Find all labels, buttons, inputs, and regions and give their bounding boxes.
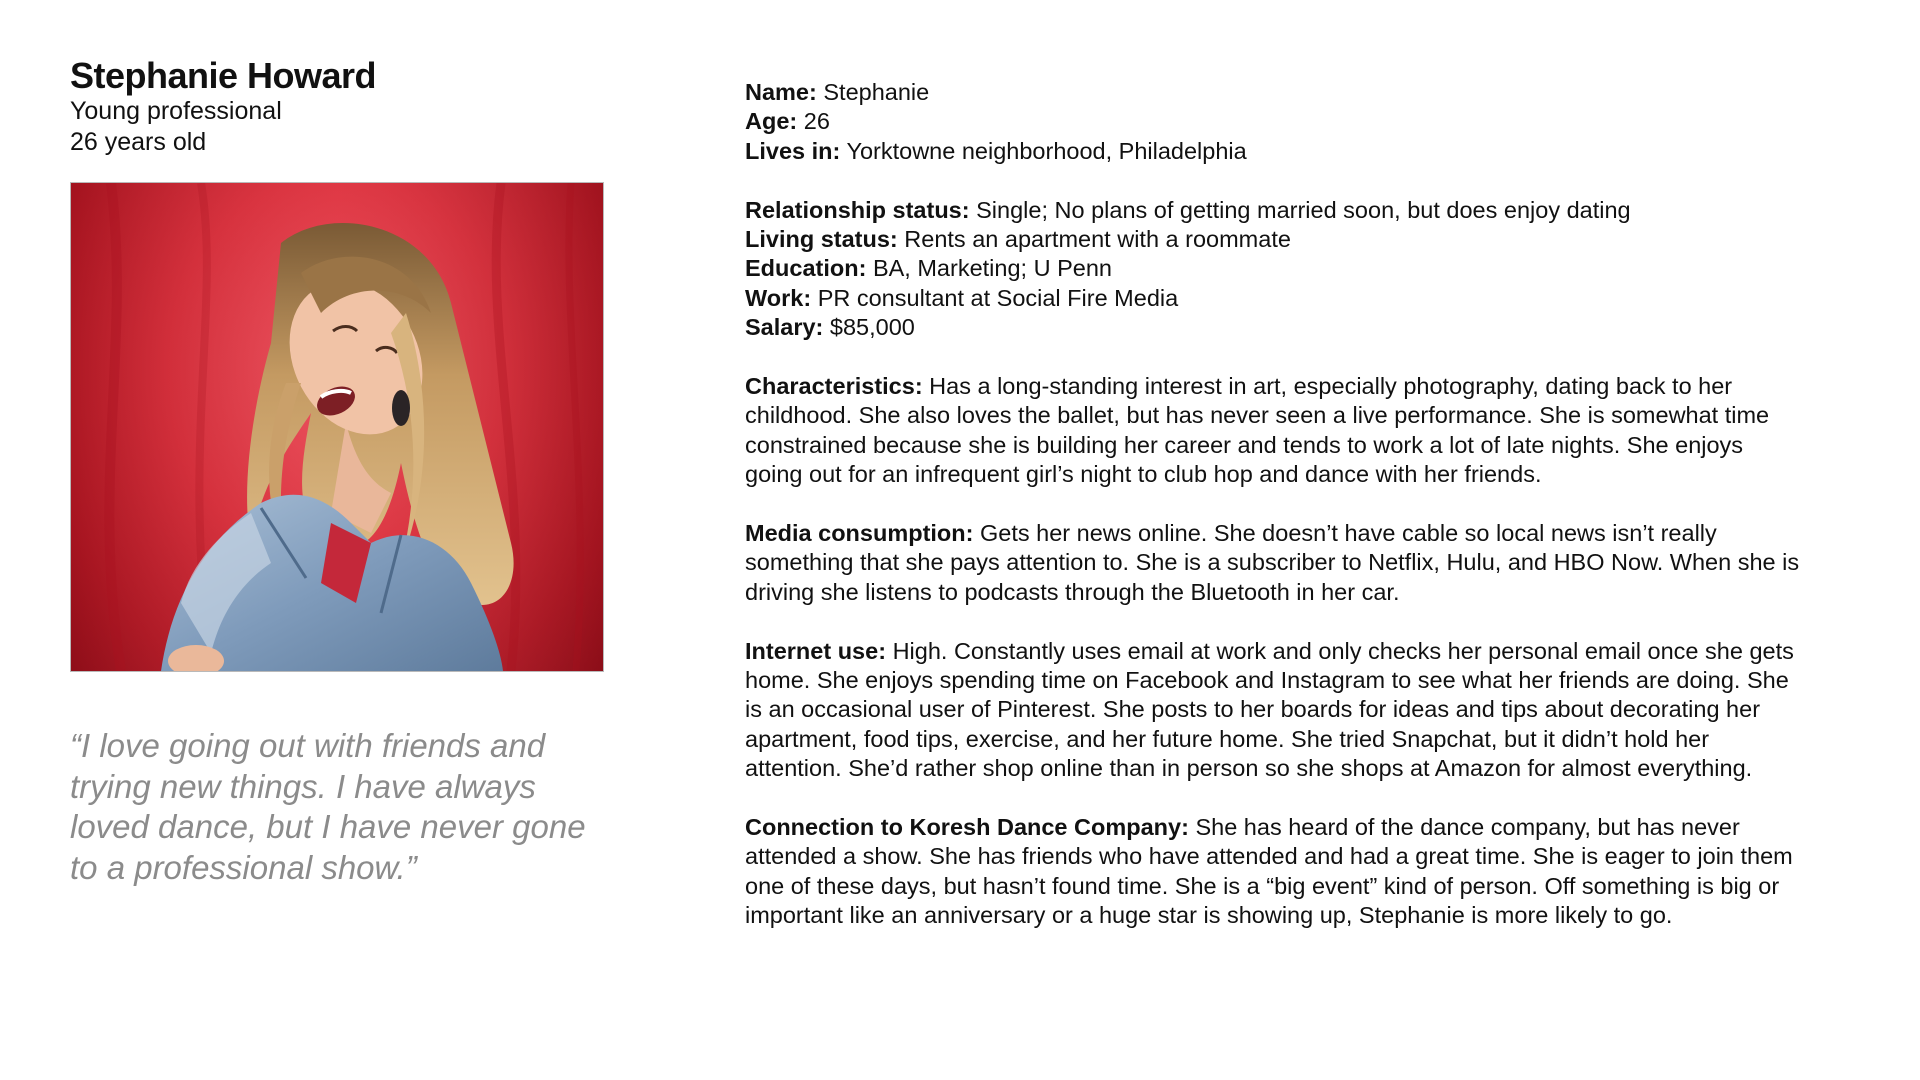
field-name-value: Stephanie <box>823 79 930 105</box>
field-internet-use <box>745 637 1805 784</box>
field-living-status-value: Rents an apartment with a roommate <box>904 226 1291 253</box>
field-work-value: PR consultant at Social Fire Media <box>817 284 1179 311</box>
internet-group <box>745 637 1805 784</box>
field-connection <box>745 813 1805 931</box>
persona-summary <box>70 56 610 888</box>
field-education <box>745 254 1805 283</box>
field-characteristics <box>745 372 1805 490</box>
connection-group <box>745 813 1805 931</box>
field-relationship-status-label: Relationship status: <box>745 196 970 223</box>
status-group <box>745 196 1805 343</box>
persona-photo <box>70 182 604 672</box>
field-internet-use-label: Internet use: <box>745 637 887 664</box>
field-lives-in-label: Lives in: <box>745 137 841 164</box>
field-lives-in <box>745 137 1805 166</box>
field-media-consumption-value: Gets her news online. She doesn’t have cable so local news isn’t really something that she pays attention to. She is a subscriber to Netflix, Hulu, and HBO Now. When she is driving she listens to podcasts through the Bluetooth in her car. <box>745 520 1800 605</box>
field-living-status <box>745 225 1805 254</box>
persona-subtitle: Young professional <box>70 97 282 125</box>
characteristics-group <box>745 372 1805 490</box>
field-salary-label: Salary: <box>745 314 824 341</box>
field-media-consumption <box>745 519 1805 607</box>
basic-info-group <box>745 78 1805 166</box>
field-salary-value: $85,000 <box>829 314 915 341</box>
field-salary <box>745 313 1805 342</box>
field-relationship-status <box>745 196 1805 225</box>
field-age-value: 26 <box>803 108 830 135</box>
persona-details <box>745 78 1805 960</box>
field-name <box>745 78 1805 107</box>
field-work <box>745 284 1805 313</box>
field-education-value: BA, Marketing; U Penn <box>872 255 1112 282</box>
media-group <box>745 519 1805 607</box>
field-age-label: Age: <box>745 108 798 135</box>
persona-photo-illustration <box>71 183 603 671</box>
field-connection-value: She has heard of the dance company, but has never attended a show. She has friends who have attended and had a great time. She is eager to join them one of these days, but hasn’t found time. She is a “big event” kind of person. Off something is big or important like an anniversary or a huge star is showing up, Stephanie is more likely to go. <box>745 814 1793 929</box>
field-relationship-status-value: Single; No plans of getting married soon, but does enjoy dating <box>976 196 1631 223</box>
field-lives-in-value: Yorktowne neighborhood, Philadelphia <box>846 137 1247 164</box>
field-characteristics-label: Characteristics: <box>745 373 923 400</box>
field-name-label: Name: <box>745 79 817 105</box>
persona-quote: “I love going out with friends and trying new things. I have always loved dance, but I have never gone to a professional show.” <box>70 727 586 886</box>
field-internet-use-value: High. Constantly uses email at work and only checks her personal email once she gets home. She enjoys spending time on Facebook and Instagram to see what her friends are doing. She is an occasional user of Pinterest. She posts to her boards for ideas and tips about decorating her apartment, food tips, exercise, and her future home. She tried Snapchat, but it didn’t hold her attention. She’d rather shop online than in person so she shops at Amazon for almost everything. <box>745 637 1794 782</box>
field-work-label: Work: <box>745 284 812 311</box>
persona-name: Stephanie Howard <box>70 55 377 96</box>
field-connection-label: Connection to Koresh Dance Company: <box>745 814 1189 841</box>
persona-age-line: 26 years old <box>70 128 207 156</box>
field-living-status-label: Living status: <box>745 226 898 253</box>
field-education-label: Education: <box>745 255 867 282</box>
field-media-consumption-label: Media consumption: <box>745 520 974 547</box>
field-characteristics-value: Has a long-standing interest in art, especially photography, dating back to her childhood. She also loves the ballet, but has never seen a live performance. She is somewhat time constrained because she is building her career and tends to work a lot of late nights. She enjoys going out for an infrequent girl’s night to club hop and dance with her friends. <box>745 373 1770 488</box>
field-age <box>745 107 1805 136</box>
